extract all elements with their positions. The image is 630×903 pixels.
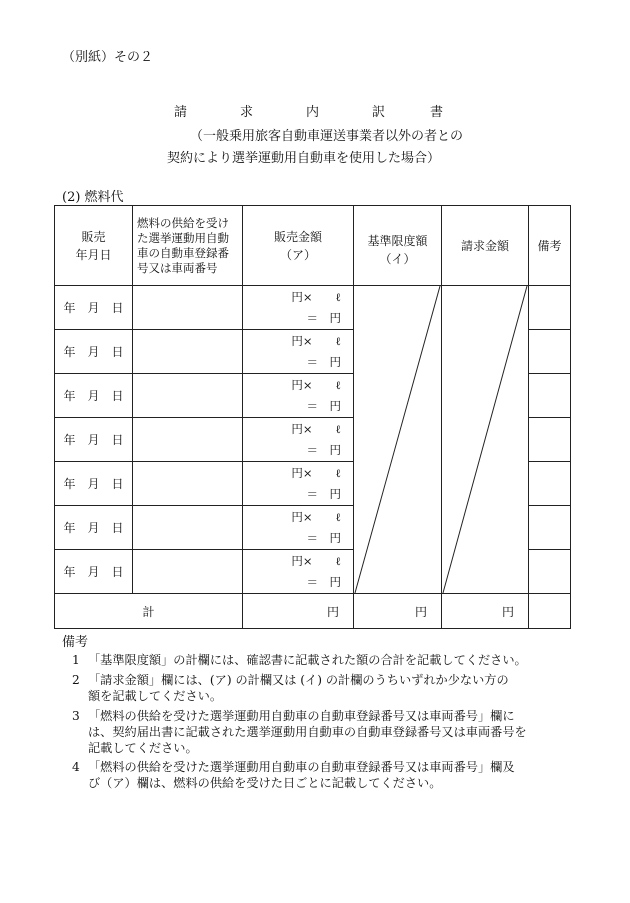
table-header-row [55,206,571,286]
limit-amount-crossed-cell [354,286,442,594]
remarks-cell[interactable] [529,330,571,374]
note-item: 3 「燃料の供給を受けた選挙運動用自動車の自動車登録番号又は車両番号」欄に は、契約届出書に記載された選挙運動用自動車の自動車登録番号又は車両番号を 記載してください。 [72,709,527,755]
vehicle-number-cell[interactable] [133,506,243,550]
note-item: 2 「請求金額」欄には、(ア) の計欄又は (イ) の計欄のうちいずれか少ない方の 額を記載してください。 [72,673,509,703]
date-cell[interactable]: 年 月 日 [55,330,133,374]
date-cell[interactable]: 年 月 日 [55,550,133,594]
total-sale-amount[interactable]: 円 [243,594,354,629]
notes-title: 備考 [62,635,89,650]
remarks-cell[interactable] [529,462,571,506]
remarks-cell[interactable] [529,506,571,550]
header-limit-amount: 基準限度額 （イ） [354,206,442,286]
vehicle-number-cell[interactable] [133,462,243,506]
total-row [55,594,571,629]
date-cell[interactable]: 年 月 日 [55,462,133,506]
remarks-cell[interactable] [529,418,571,462]
date-cell[interactable]: 年 月 日 [55,506,133,550]
title-char: 内 [306,105,320,120]
title-char: 訳 [372,105,386,120]
table-row [55,286,571,330]
claim-amount-crossed-cell [442,286,529,594]
vehicle-number-cell[interactable] [133,374,243,418]
sale-amount-cell[interactable]: 円× ℓ ＝ 円 [243,506,354,550]
sale-amount-cell[interactable]: 円× ℓ ＝ 円 [243,462,354,506]
title-char: 書 [430,105,444,120]
header-remarks: 備考 [529,206,571,286]
subtitle-line: （一般乗用旅客自動車運送事業者以外の者との [190,129,464,144]
total-label: 計 [55,594,243,629]
remarks-cell[interactable] [529,286,571,330]
header-label: （別紙）その２ [62,50,154,65]
header-sale-date: 販売 年月日 [55,206,133,286]
sale-amount-cell[interactable]: 円× ℓ ＝ 円 [243,550,354,594]
sale-amount-cell[interactable]: 円× ℓ ＝ 円 [243,374,354,418]
header-claim-amount: 請求金額 [442,206,529,286]
vehicle-number-cell[interactable] [133,418,243,462]
subtitle-line: 契約により選挙運動用自動車を使用した場合） [167,151,441,166]
date-cell[interactable]: 年 月 日 [55,418,133,462]
total-limit-amount[interactable]: 円 [354,594,442,629]
date-cell[interactable]: 年 月 日 [55,286,133,330]
total-remarks-cell[interactable] [529,594,571,629]
sale-amount-cell[interactable]: 円× ℓ ＝ 円 [243,286,354,330]
total-claim-amount[interactable]: 円 [442,594,529,629]
remarks-cell[interactable] [529,374,571,418]
title-char: 求 [240,105,254,120]
sale-amount-cell[interactable]: 円× ℓ ＝ 円 [243,418,354,462]
vehicle-number-cell[interactable] [133,286,243,330]
note-item: 1 「基準限度額」の計欄には、確認書に記載された額の合計を記載してください。 [72,653,527,667]
vehicle-number-cell[interactable] [133,550,243,594]
title-char: 請 [174,105,188,120]
header-vehicle-number: 燃料の供給を受け た選挙運動用自動 車の自動車登録番 号又は車両番号 [133,206,243,286]
header-sale-amount: 販売金額 （ア） [243,206,354,286]
section-label: (2) 燃料代 [62,190,124,205]
vehicle-number-cell[interactable] [133,330,243,374]
fuel-cost-table [54,205,571,629]
date-cell[interactable]: 年 月 日 [55,374,133,418]
sale-amount-cell[interactable]: 円× ℓ ＝ 円 [243,330,354,374]
note-item: 4 「燃料の供給を受けた選挙運動用自動車の自動車登録番号又は車両番号」欄及 び（ア）欄は、燃料の供給を受けた日ごとに記載してください。 [72,760,515,790]
remarks-cell[interactable] [529,550,571,594]
